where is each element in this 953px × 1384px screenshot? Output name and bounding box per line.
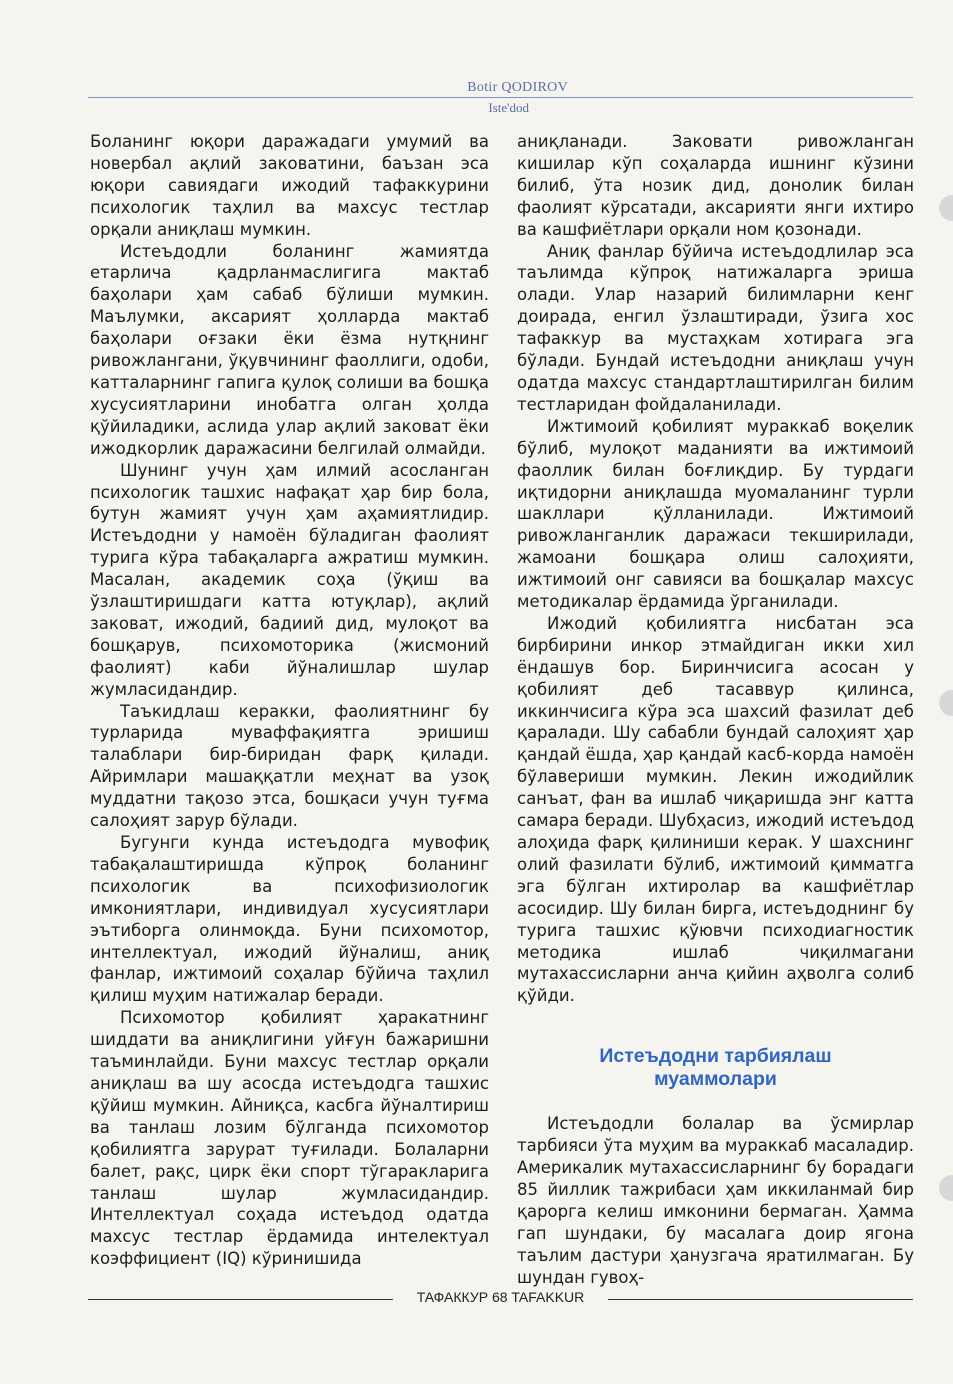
- footer-rule-right: [608, 1299, 913, 1300]
- paragraph: Психомотор қобилият ҳаракатнинг шиддати ва аниқлигини уйғун бажаришни таъминлайди. Буни махсус тестлар орқали аниқлаш ва шу асосда истеъдодга ташхис қўйиш мумкин. Айниқса, касбга йўналтириш ва танлаш лозим бўлганда психомотор қобилиятга зарурат туғилади. Болаларни балет, рақс, цирк ёки спорт тўгаракларига танлаш шулар жумласидандир. Интеллектуал соҳада истеъдод одатда махсус тестлар ёрдамида интелектуал коэффициент (IQ) кўринишида: [90, 1008, 489, 1269]
- paragraph: Бугунги кунда истеъдодга мувофиқ табақалаштиришда кўпроқ боланинг психологик ва психофизиологик имкониятлари, индивидуал хусусиятлари эътиборга олинмоқда. Буни психомотор, интеллектуал, ижодий йўналиш, аниқ фанлар, ижтимоий соҳалар бўйича таҳлил қилиш муҳим натижалар беради.: [90, 833, 489, 1006]
- header-subtitle: Iste'dod: [488, 100, 529, 115]
- left-column: [90, 131, 489, 1270]
- footer-text: ТАФАККУР 68 TAFAKKUR: [416, 1289, 585, 1305]
- binder-hole-mark: [939, 195, 953, 221]
- paragraph: Ижтимоий қобилият мураккаб воқелик бўлиб, мулоқот маданияти ва ижтимоий фаоллик билан боғлиқдир. Бу турдаги иқтидорни аниқлашда муомаланинг турли шакллари қўлланилади. Ижтимоий ривожланганлик даражаси текширилади, жамоани бошқара олиш салоҳияти, ижтимоий онг савияси ва бошқалар махсус методикалар ёрдамида ўрганилади.: [517, 416, 914, 612]
- header-rule: [88, 97, 913, 98]
- paragraph: Боланинг юқори даражадаги умумий ва новербал ақлий заковатини, баъзан эса юқори савиядаги ижодий тафаккурини психологик таҳлил ва махсус тестлар орқали аниқлаш мумкин.: [90, 132, 489, 239]
- section-title-line: муаммолари: [654, 1068, 777, 1091]
- page-footer: [88, 1289, 913, 1309]
- paragraph: Таъкидлаш керакки, фаолиятнинг бу турларида муваффақиятга эришиш талаблари бир-биридан фарқ қилади. Айримлари машаққатли меҳнат ва узоқ муддатни тақозо этса, бошқаси учун туғма салоҳият зарур бўлади.: [90, 701, 489, 831]
- paragraph: Истеъдодли болалар ва ўсмирлар тарбияси ўта муҳим ва мураккаб масаладир. Америкалик мутахассисларнинг бу борадаги 85 йиллик тажрибаси ҳам иккиланмай бир қарорга келиш имконини бермаган. Ҳамма гап шундаки, бу масалага доир ягона таълим дастури ҳанузгача яратилмаган. Бу шундан гувоҳ-: [517, 1114, 914, 1287]
- running-header: [88, 78, 913, 118]
- paragraph: Ижодий қобилиятга нисбатан эса бирбирини инкор этмайдиган икки хил ёндашув бор. Биринчисига асосан у қобилият деб тасаввур қилинса, иккинчисига кўра эса шахсий фазилат деб қаралади. Шу сабабли бундай салоҳият ҳар қандай ёшда, ҳар қандай касб-корда намоён бўлавериши мумкин. Лекин ижодийлик санъат, фан ва ишлаб чиқаришда энг катта самара беради. Шубҳасиз, ижодий истеъдод алоҳида фарқ қилиниши керак. У шахснинг олий фазилати бўлиб, ижтимоий қимматга эга бўлган ихтиролар ва кашфиётлар асосидир. Шу билан бирга, истеъдоднинг бу турига ташхис қўювчи психодиагностик методика ишлаб чиқилмагани мутахассисларни анча қийин аҳволга солиб қўйди.: [517, 613, 914, 1006]
- right-column: [517, 131, 914, 1289]
- binder-hole-mark: [939, 690, 953, 716]
- paragraph: аниқланади. Заковати ривожланган кишилар кўп соҳаларда ишнинг кўзини билиб, ўта нозик дид, донолик билан фаолият кўрсатади, аксарияти янги ихтиро ва кашфиётлари орқали ном қозонади.: [517, 132, 914, 239]
- paragraph: Шунинг учун ҳам илмий асосланган психологик ташхис нафақат ҳар бир бола, бутун жамият учун ҳам аҳамиятлидир. Истеъдодни у намоён бўладиган фаолият турига кўра табақаларга ажратиш мумкин. Масалан, академик соҳа (ўқиш ва ўзлаштиришдаги катта ютуқлар), ақлий заковат, ижодий, бадиий дид, мулоқот ва бошқарув, психомоторика (жисмоний фаолият) каби йўналишлар шулар жумласидандир.: [90, 460, 489, 699]
- header-author: Botir QODIROV: [467, 80, 568, 95]
- section-title-line: Истеъдодни тарбиялаш: [599, 1045, 832, 1068]
- section-title: [517, 1045, 914, 1091]
- paragraph: Истеъдодли боланинг жамиятда етарлича қадрланмаслигига мактаб баҳолари ҳам сабаб бўлиши мумкин. Маълумки, аксарият ҳолларда мактаб баҳолари оғзаки ёки ёзма нутқнинг ривожлангани, ўқувчининг фаоллиги, одоби, катталарнинг гапига қулоқ солиши ва бошқа хусусиятларини инобатга олган ҳолда қўйиладики, аслида улар ақлий заковат ёки ижодкорлик даражасини белгилай олмайди.: [90, 241, 489, 458]
- paragraph: Аниқ фанлар бўйича истеъдодлилар эса таълимда кўпроқ натижаларга эриша олади. Улар назарий билимларни кенг доирада, енгил ўзлаштиради, ўзига хос тафаккур ва мустаҳкам хотирага эга бўлади. Бундай истеъдодни аниқлаш учун одатда махсус стандартлаштирилган билим тестларидан фойдаланилади.: [517, 241, 914, 414]
- binder-hole-mark: [939, 1175, 953, 1201]
